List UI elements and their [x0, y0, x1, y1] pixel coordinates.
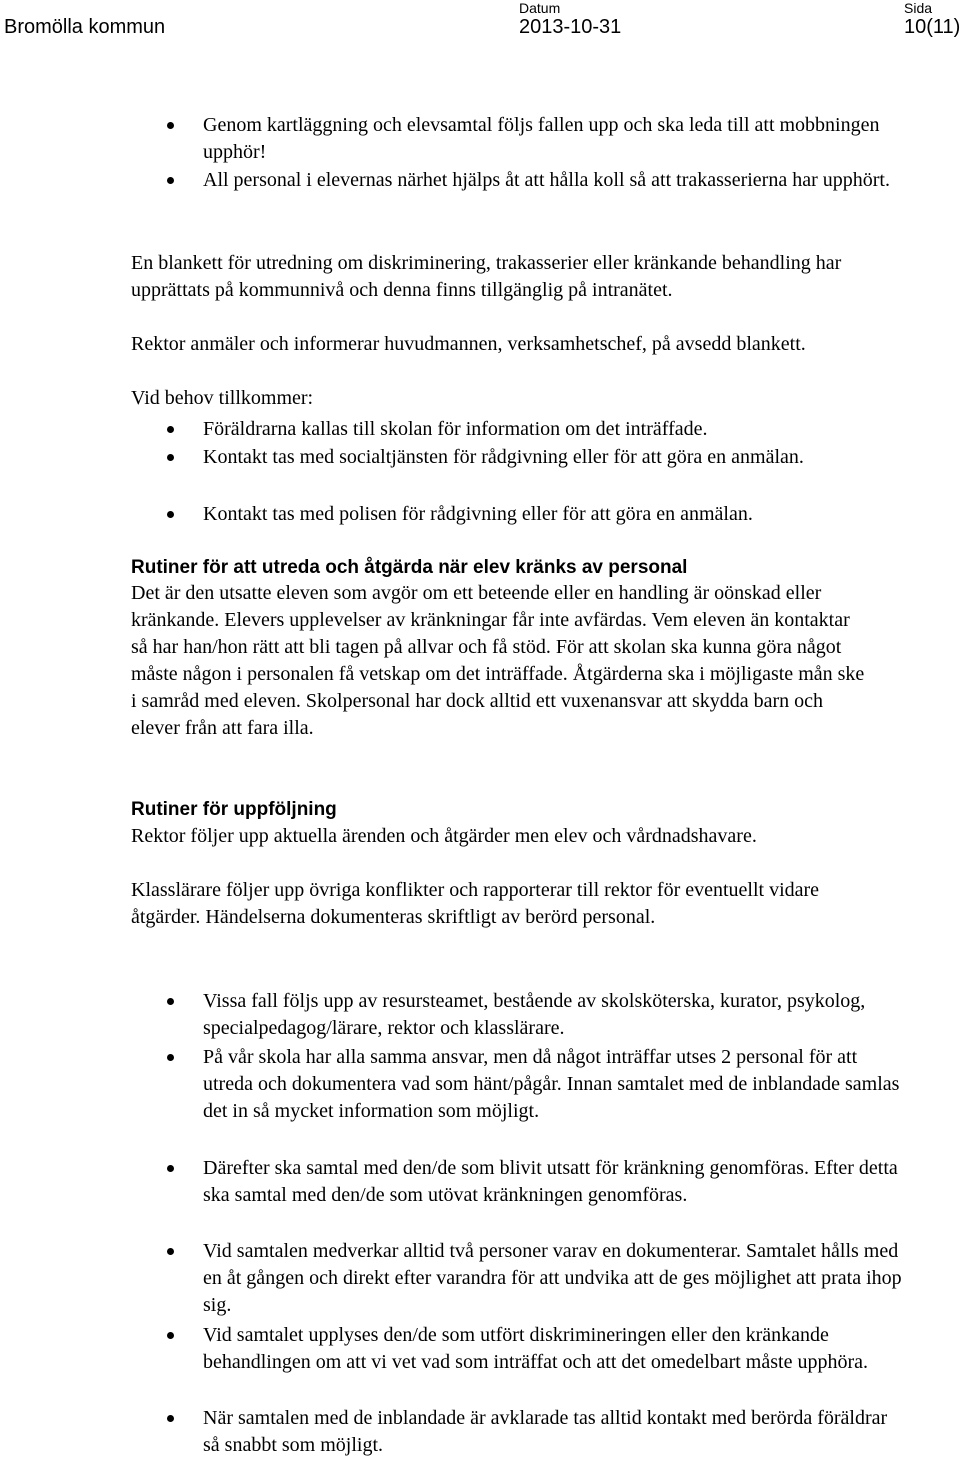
list-item: Genom kartläggning och elevsamtal följs fallen upp och ska leda till att mobbningen upphör!: [203, 112, 903, 166]
list-item: Kontakt tas med socialtjänsten för rådgivning eller för att göra en anmälan.: [203, 444, 903, 471]
list-item: Vid samtalen medverkar alltid två personer varav en dokumenterar. Samtalet hålls med en åt gången och direkt efter varandra för att undvika att de ges möjlighet att prata ihop sig.: [203, 1238, 903, 1319]
section-body: Det är den utsatte eleven som avgör om ett beteende eller en handling är oönskad eller kränkande. Elevers upplevelser av kränkningar får inte avfärdas. Vem eleven än kontaktar så har han/hon rätt att bli tagen på allvar och få stöd. För att skolan ska kunna göra något måste någon i personalen få vetskap om det inträffade. Åtgärderna ska i möjligaste mån ske i samråd med eleven. Skolpersonal har dock alltid ett vuxenansvar att skydda barn och elever från att fara illa.: [131, 582, 865, 739]
list-item: All personal i elevernas närhet hjälps åt att hålla koll så att trakasserierna har upphört.: [203, 167, 903, 194]
list-item: Vid samtalet upplyses den/de som utfört diskrimineringen eller den kränkande behandlingen om att vi vet vad som inträffat och att det omedelbart måste upphöra.: [203, 1322, 903, 1376]
list-item: På vår skola har alla samma ansvar, men då något inträffar utses 2 personal för att utreda och dokumentera vad som hänt/pågår. Innan samtalet med de inblandade samlas det in så mycket information som möjligt.: [203, 1044, 903, 1125]
paragraph-rektor: Rektor anmäler och informerar huvudmannen, verksamhetschef, på avsedd blankett.: [131, 333, 806, 355]
paragraph-vid-behov: Vid behov tillkommer:: [131, 387, 314, 409]
date-label: Datum: [519, 0, 561, 16]
list-item: Kontakt tas med polisen för rådgivning eller för att göra en anmälan.: [203, 501, 903, 528]
section-heading: Rutiner för uppföljning: [131, 799, 337, 820]
list-item: Vissa fall följs upp av resursteamet, bestående av skolsköterska, kurator, psykolog, specialpedagog/lärare, rektor och klasslärare.: [203, 988, 903, 1042]
list-item: När samtalen med de inblandade är avklarade tas alltid kontakt med berörda föräldrar så snabbt som möjligt.: [203, 1405, 903, 1459]
organization-name: Bromölla kommun: [4, 16, 166, 38]
date-value: 2013-10-31: [519, 16, 622, 38]
page-header: [0, 0, 960, 44]
paragraph-uppfoljning-1: Rektor följer upp aktuella ärenden och åtgärder men elev och vårdnadshavare.: [131, 825, 757, 847]
page-label: Sida: [904, 0, 933, 16]
section-heading: Rutiner för att utreda och åtgärda när elev kränks av personal: [131, 557, 688, 578]
page-number: 10(11): [904, 16, 960, 38]
list-item: Därefter ska samtal med den/de som blivit utsatt för kränkning genomföras. Efter detta ska samtal med den/de som utövat kränkningen genomföras.: [203, 1155, 903, 1209]
paragraph-blankett: En blankett för utredning om diskriminering, trakasserier eller kränkande behandling har upprättats på kommunnivå och denna finns tillgänglig på intranätet.: [131, 252, 842, 301]
list-item: Föräldrarna kallas till skolan för information om det inträffade.: [203, 416, 903, 443]
paragraph-uppfoljning-2: Klasslärare följer upp övriga konflikter och rapporterar till rektor för eventuellt vidare åtgärder. Händelserna dokumenteras skriftligt av berörd personal.: [131, 879, 820, 928]
